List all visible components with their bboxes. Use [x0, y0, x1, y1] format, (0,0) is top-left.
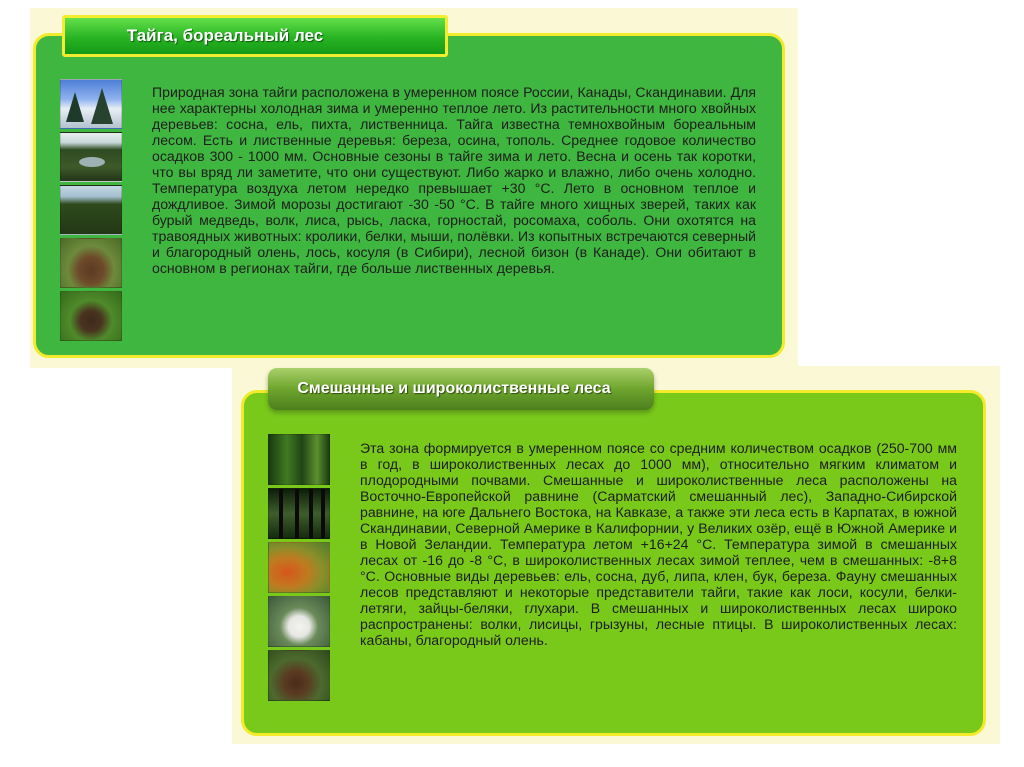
- brown-bear-photo: [60, 238, 122, 288]
- dark-forest-trunks-photo: [268, 488, 330, 539]
- mixed-forest-title: [268, 368, 654, 410]
- mixed-forest-title-text: Смешанные и широколиственные леса: [297, 380, 611, 397]
- taiga-description: Природная зона тайги расположена в умеренном поясе России, Канады, Скандинавии. Для нее характерны холодная зима и умеренно теплое лето. Из растительности много хвойных деревьев: сосна, ель, пихта, лиственница. Тайга известна темнохвойным бореальным лесом. Есть и лиственные деревья: береза, осина, тополь. Среднее годовое количество осадков 300 - 1000 мм. Основные сезоны в тайге зима и лето. Весна и осень так коротки, что вы вряд ли заметите, что они существуют. Либо жарко и влажно, либо очень холодно. Температура воздуха летом нередко превышает +30 °С. Лето в основном теплое и дождливое. Зимой морозы достигают -30 -50 °С. В тайге много хищных зверей, таких как бурый медведь, волк, лиса, рысь, ласка, горностай, росомаха, соболь. Они охотятся на травоядных животных: кролики, белки, мыши, полёвки. Из копытных встречаются северный и благородный олень, лось, косуля (в Сибири), лесной бизон (в Канаде). Они обитают в основном в регионах тайги, где больше лиственных деревья.: [152, 84, 756, 276]
- snowy-spruce-forest-photo: [60, 79, 122, 129]
- taiga-image-strip: [60, 79, 122, 341]
- taiga-title: [62, 15, 448, 57]
- white-hare-photo: [268, 596, 330, 647]
- mixed-forest-image-strip: [268, 434, 330, 701]
- autumn-forest-photo: [268, 542, 330, 593]
- river-valley-photo: [60, 132, 122, 182]
- moose-photo: [60, 291, 122, 341]
- grouse-photo: [268, 650, 330, 701]
- green-forest-photo: [268, 434, 330, 485]
- taiga-title-text: Тайга, бореальный лес: [126, 26, 324, 45]
- mixed-forest-description: Эта зона формируется в умеренном поясе со средним количеством осадков (250-700 мм в год, в широколиственных лесах до 1000 мм), относительно мягким климатом и плодородными почвами. Смешанные и широколиственные леса расположены на Восточно-Европейской равнине (Сарматский смешанный лес), Западно-Сибирской равнине, на юге Дальнего Востока, на Кавказе, а также эти леса есть в Карпатах, в южной Скандинавии, Северной Америке в Калифорнии, у Великих озёр, ещё в Южной Америке и в Новой Зеландии. Температура летом +16+24 °С. Температура зимой в смешанных лесах от -16 до -8 °С, в широколиственных лесах зимой теплее, чем в смешанных: -8+8 °С. Основные виды деревьев: ель, сосна, дуб, липа, клен, бук, береза. Фауну смешанных лесов представляют и некоторые представители тайги, такие как лоси, косули, белки-летяги, зайцы-беляки, глухари. В смешанных и широколиственных лесах широко распространены: волки, лисицы, грызуны, лесные птицы. В широколиственных лесах: кабаны, благородный олень.: [360, 440, 957, 648]
- hill-forest-photo: [60, 185, 122, 235]
